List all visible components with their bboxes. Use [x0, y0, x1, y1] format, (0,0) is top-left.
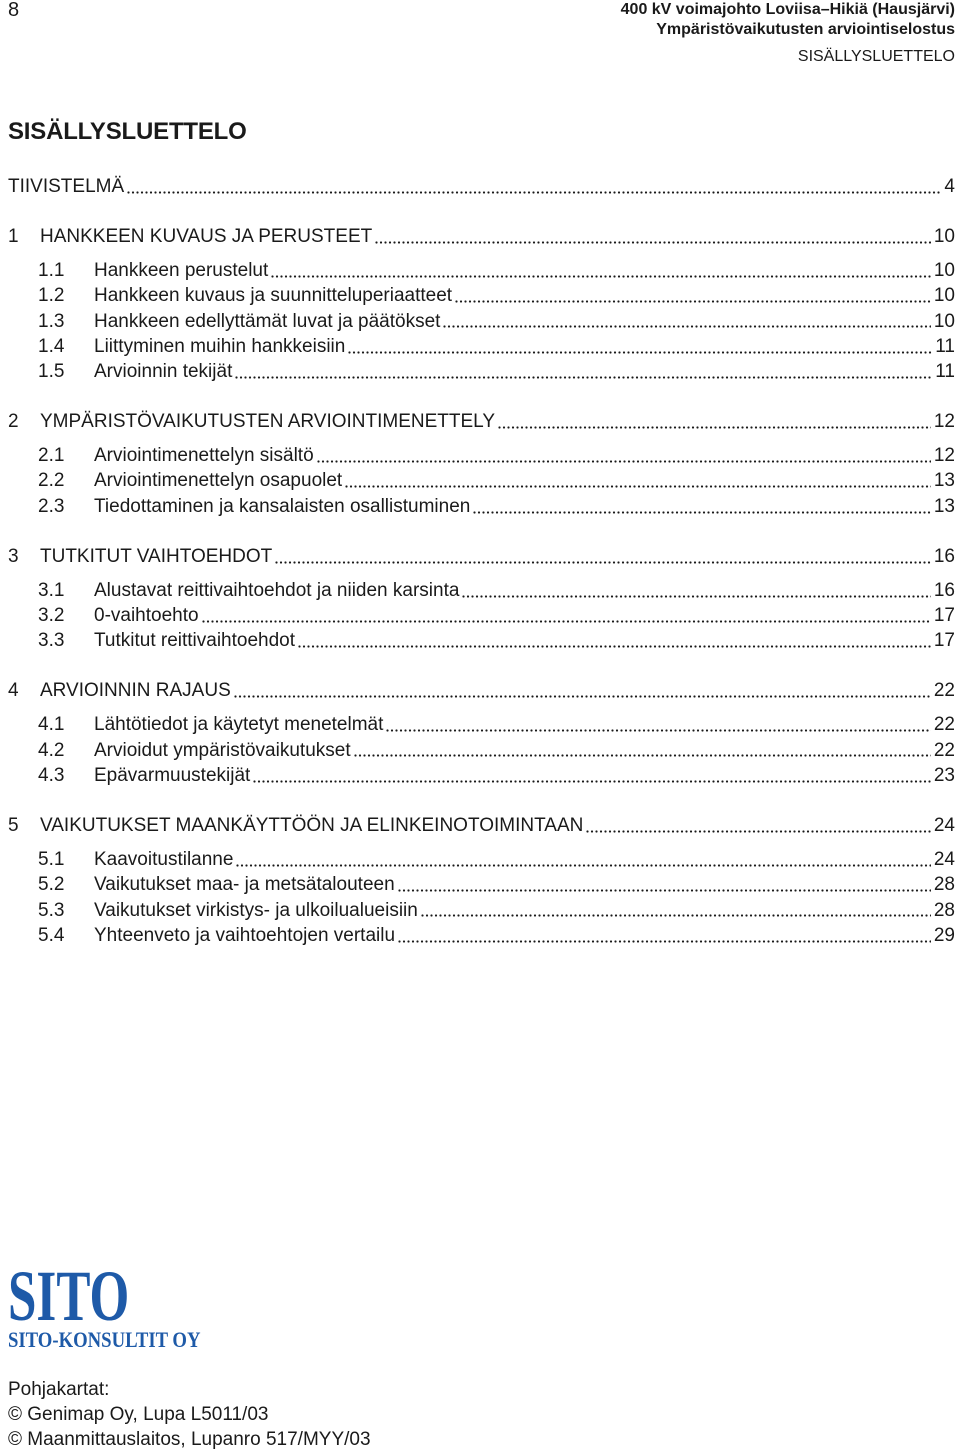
toc-subsection: [8, 872, 955, 897]
dot-leader: [348, 351, 932, 354]
toc-page-number: 10: [933, 285, 955, 307]
toc-subsection: [8, 923, 955, 948]
toc-subsection: [8, 309, 955, 334]
toc-subsection: [8, 443, 955, 468]
toc-section-group-2: [8, 409, 955, 519]
running-header-title: 400 kV voimajohto Loviisa–Hikiä (Hausjärvi): [620, 1, 955, 18]
toc-title: Kaavoitustilanne: [94, 848, 234, 870]
map-credits: [8, 1377, 371, 1452]
toc-page-number: 4: [944, 176, 955, 197]
toc-title: Alustavat reittivaihtoehdot ja niiden karsinta: [94, 579, 460, 601]
dot-leader: [455, 300, 931, 303]
toc-page-number: 16: [933, 545, 955, 567]
sito-logo-company-name: SITO-KONSULTIT OY: [8, 1327, 201, 1352]
toc-section-group-4: [8, 678, 955, 788]
toc-subsection: [8, 334, 955, 359]
toc-number: 2.1: [38, 445, 65, 467]
toc-number: 5.3: [38, 899, 65, 921]
toc-subsection: [8, 898, 955, 923]
toc-subsection: [8, 738, 955, 763]
dot-leader: [586, 830, 931, 833]
toc-page-number: 10: [933, 225, 955, 247]
toc-number: 5.1: [38, 848, 65, 870]
toc-title: Lähtötiedot ja käytetyt menetelmät: [94, 714, 384, 736]
dot-leader: [317, 460, 931, 463]
dot-leader: [421, 914, 931, 917]
toc-subsection: [8, 283, 955, 308]
toc-subsection: [8, 712, 955, 737]
dot-leader: [375, 241, 931, 244]
dot-leader: [235, 376, 932, 379]
toc-page-number: 28: [933, 899, 955, 921]
toc-page-number: 12: [933, 445, 955, 467]
toc-title: Arviointimenettelyn osapuolet: [94, 470, 343, 492]
toc-section-heading: [8, 678, 955, 703]
toc-page-number: 10: [933, 310, 955, 332]
toc-section-heading: [8, 813, 955, 838]
toc-section-group-5: [8, 813, 955, 948]
toc-subsection: [8, 494, 955, 519]
toc-page-number: 29: [933, 924, 955, 946]
toc-title: Vaikutukset maa- ja metsätalouteen: [94, 874, 395, 896]
toc-page-number: 24: [933, 814, 955, 836]
dot-leader: [498, 426, 931, 429]
toc-title: YMPÄRISTÖVAIKUTUSTEN ARVIOINTIMENETTELY: [40, 411, 496, 433]
dot-leader: [127, 191, 941, 194]
toc-section-group-1: [8, 224, 955, 385]
toc-number: 5: [8, 814, 19, 836]
toc-title: Liittyminen muihin hankkeisiin: [94, 335, 346, 357]
toc-subsection: [8, 603, 955, 628]
toc-title: Arvioidut ympäristövaikutukset: [94, 739, 351, 761]
toc-page-number: 16: [933, 579, 955, 601]
map-credit-line: © Maanmittauslaitos, Lupanro 517/MYY/03: [8, 1429, 371, 1450]
toc-page-number: 10: [933, 259, 955, 281]
toc-number: 2.2: [38, 470, 65, 492]
toc-title: Epävarmuustekijät: [94, 764, 251, 786]
toc-section-heading: [8, 409, 955, 434]
toc-subsection: [8, 628, 955, 653]
toc-subsection: [8, 578, 955, 603]
running-header-subtitle: Ympäristövaikutusten arviointiselostus: [656, 21, 955, 38]
toc-number: 5.2: [38, 874, 65, 896]
toc-number: 1.5: [38, 361, 65, 383]
toc-title: Hankkeen edellyttämät luvat ja päätökset: [94, 310, 441, 332]
toc-number: 4.3: [38, 764, 65, 786]
toc-entry-intro: [8, 174, 955, 199]
toc-number: 1.3: [38, 310, 65, 332]
toc-page-number: 11: [935, 361, 955, 383]
dot-leader: [386, 729, 930, 732]
toc-title: Arviointimenettelyn sisältö: [94, 445, 314, 467]
toc-number: 4.1: [38, 714, 65, 736]
toc-subsection: [8, 763, 955, 788]
dot-leader: [398, 889, 931, 892]
toc-subsection: [8, 359, 955, 384]
toc-page-number: 13: [933, 495, 955, 517]
toc-title: Tutkitut reittivaihtoehdot: [94, 630, 296, 652]
toc-number: 1: [8, 225, 19, 247]
toc-number: 4.2: [38, 739, 65, 761]
toc-page-number: 11: [935, 335, 955, 357]
toc-title: Vaikutukset virkistys- ja ulkoilualueisiin: [94, 899, 418, 921]
toc-number: 2: [8, 411, 19, 433]
toc-title: Yhteenveto ja vaihtoehtojen vertailu: [94, 924, 396, 946]
toc-title: Tiedottaminen ja kansalaisten osallistuminen: [94, 495, 471, 517]
toc-title: ARVIOINNIN RAJAUS: [40, 680, 231, 702]
toc-number: 1.4: [38, 335, 65, 357]
toc-number: 5.4: [38, 924, 65, 946]
toc-subsection: [8, 258, 955, 283]
toc-number: 2.3: [38, 495, 65, 517]
page-title: SISÄLLYSLUETTELO: [8, 118, 247, 145]
toc-page-number: 17: [933, 630, 955, 652]
sito-logo-wordmark: SITO: [8, 1256, 130, 1336]
toc-title: TIIVISTELMÄ: [8, 176, 125, 197]
dot-leader: [473, 511, 931, 514]
dot-leader: [236, 864, 930, 867]
toc-title: Arvioinnin tekijät: [94, 361, 233, 383]
toc-title: TUTKITUT VAIHTOEHDOT: [40, 545, 273, 567]
dot-leader: [275, 561, 931, 564]
toc-number: 3: [8, 545, 19, 567]
toc-section-heading: [8, 224, 955, 249]
dot-leader: [253, 780, 931, 783]
dot-leader: [462, 595, 930, 598]
toc-title: 0-vaihtoehto: [94, 605, 199, 627]
running-header-section: SISÄLLYSLUETTELO: [797, 48, 955, 65]
map-credit-line: © Genimap Oy, Lupa L5011/03: [8, 1404, 269, 1425]
toc-title: Hankkeen perustelut: [94, 259, 269, 281]
toc-title: HANKKEEN KUVAUS JA PERUSTEET: [40, 225, 373, 247]
toc-page-number: 24: [933, 848, 955, 870]
toc-page-number: 23: [933, 764, 955, 786]
toc-number: 3.3: [38, 630, 65, 652]
toc-subsection: [8, 847, 955, 872]
dot-leader: [443, 325, 930, 328]
toc-section-heading: [8, 544, 955, 569]
toc-page-number: 13: [933, 470, 955, 492]
toc-page-number: 22: [933, 714, 955, 736]
toc-page-number: 28: [933, 874, 955, 896]
toc-number: 1.1: [38, 259, 65, 281]
dot-leader: [345, 485, 931, 488]
toc-number: 3.1: [38, 579, 65, 601]
table-of-contents: [8, 174, 955, 948]
toc-title: Hankkeen kuvaus ja suunnitteluperiaatteet: [94, 285, 453, 307]
toc-page-number: 17: [933, 605, 955, 627]
dot-leader: [298, 645, 931, 648]
toc-subsection: [8, 468, 955, 493]
toc-page-number: 12: [933, 411, 955, 433]
toc-page-number: 22: [933, 680, 955, 702]
map-credits-label: Pohjakartat:: [8, 1379, 110, 1400]
toc-section-group-3: [8, 544, 955, 654]
dot-leader: [271, 275, 931, 278]
dot-leader: [202, 620, 931, 623]
toc-page-number: 22: [933, 739, 955, 761]
dot-leader: [398, 940, 931, 943]
dot-leader: [354, 754, 931, 757]
toc-number: 1.2: [38, 285, 65, 307]
toc-number: 3.2: [38, 605, 65, 627]
dot-leader: [234, 695, 931, 698]
page-number: 8: [8, 0, 20, 21]
toc-number: 4: [8, 680, 19, 702]
toc-title: VAIKUTUKSET MAANKÄYTTÖÖN JA ELINKEINOTOIMINTAAN: [40, 814, 584, 836]
